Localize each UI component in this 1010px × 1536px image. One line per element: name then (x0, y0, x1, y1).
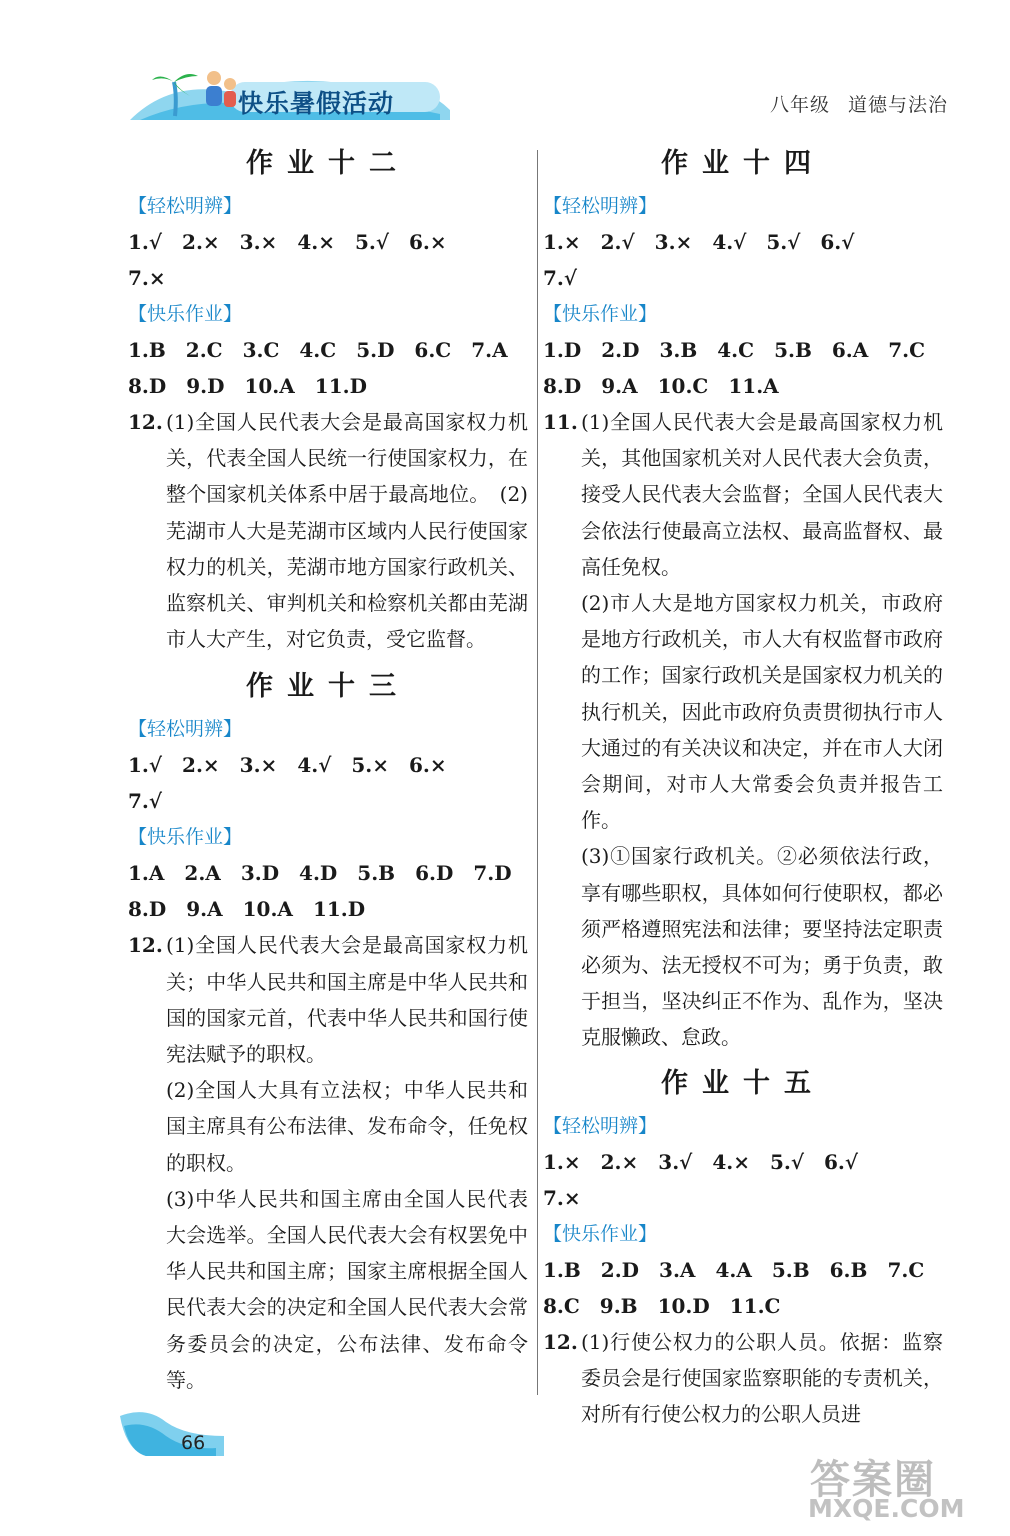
answer: 5.√ (769, 1149, 804, 1174)
answer: 3.B (659, 338, 698, 362)
answer: 9.A (601, 374, 638, 398)
answer: 3.D (240, 861, 280, 886)
answer: 7.C (887, 1257, 925, 1282)
answer: 4.× (712, 1149, 750, 1174)
grade-subject (770, 90, 948, 117)
answer: 2.× (182, 230, 220, 254)
mc-answers-row (128, 368, 528, 404)
question-number: 12. (128, 933, 163, 958)
answer: 1.× (543, 1149, 581, 1174)
section-true-false: 【轻松明辨】 (543, 1114, 658, 1137)
answer: 2.× (600, 1149, 639, 1174)
answer: 3.C (242, 338, 280, 362)
answer: 10.C (657, 374, 709, 398)
answer: 1.√ (128, 230, 163, 254)
subject-label: 道德与法治 (847, 94, 948, 116)
kids-icon (200, 68, 240, 118)
homework-12-title: 作业十二 (246, 148, 410, 179)
brand-title: 快乐暑假活动 (238, 89, 395, 118)
left-column (128, 140, 528, 1398)
answer: 3.√ (658, 1149, 693, 1174)
answer: 8.D (543, 374, 582, 398)
tf-answers-row (543, 1144, 943, 1180)
answer: 6.A (831, 338, 869, 362)
page-header (0, 0, 1010, 130)
answer: 2.× (182, 753, 220, 778)
mc-answers-row (543, 1252, 943, 1288)
tf-answers-row (543, 224, 943, 260)
answer: 7.√ (128, 789, 163, 814)
answer: 5.√ (354, 230, 389, 254)
answer: 5.B (771, 1257, 810, 1282)
section-true-false: 【轻松明辨】 (128, 718, 243, 741)
answer: 5.× (351, 753, 389, 778)
answer: 3.A (659, 1257, 696, 1282)
homework-15-title: 作业十五 (661, 1067, 825, 1099)
answer: 6.√ (823, 1149, 859, 1174)
tf-answers-row (128, 260, 528, 296)
question-12-answer (128, 404, 528, 657)
answer-paragraph: (1)全国人民代表大会是最高国家权力机关；中华人民共和国主席是中华人民共和国的国家元首，代表中华人民共和国行使宪法赋予的职权。 (166, 933, 528, 1067)
answer: 7.× (128, 266, 166, 290)
tf-answers-row (128, 747, 528, 783)
answer: 6.√ (820, 230, 855, 254)
answer: 5.B (774, 338, 812, 362)
page-corner-decoration (116, 1406, 228, 1462)
section-true-false: 【轻松明辨】 (543, 195, 658, 217)
mc-answers-row (543, 368, 943, 404)
answer-paragraph: (1)全国人民代表大会是最高国家权力机关，代表全国人民统一行使国家权力，在整个国家机关体系中居于最高地位。 (2)芜湖市人大是芜湖市区域内人民行使国家权力的机关，芜湖市地方国家行政机关、监察机关、审判机关和检察机关都由芜湖市人大产生，对它负责，受它监督。 (166, 410, 528, 652)
answer: 6.× (408, 230, 447, 254)
answer: 6.C (414, 338, 452, 362)
section-true-false: 【轻松明辨】 (128, 195, 243, 217)
answer: 5.B (357, 861, 396, 886)
mc-answers-row (543, 332, 943, 368)
tf-answers-row (543, 1180, 943, 1216)
palm-tree-icon (150, 66, 200, 118)
answer: 8.D (128, 374, 167, 398)
answer: 4.A (715, 1257, 752, 1282)
answer: 3.× (239, 753, 278, 778)
question-11-answer (543, 404, 943, 585)
answer-paragraph: (3)①国家行政机关。②必须依法行政，享有哪些职权，具体如何行使职权，都必须严格遵照宪法和法律；要坚持法定职责必须为、法无授权不可为；勇于负责，敢于担当，坚决纠正不作为、乱作为，坚决克服懒政、怠政。 (581, 844, 943, 1050)
section-happy-homework: 【快乐作业】 (128, 303, 243, 325)
watermark-url: MXQE.COM (808, 1494, 965, 1523)
answer: 11.C (729, 1293, 781, 1318)
answer: 6.× (408, 753, 447, 778)
answer: 1.B (128, 338, 166, 362)
answer: 6.B (829, 1257, 868, 1282)
answer-paragraph: (1)全国人民代表大会是最高国家权力机关，其他国家机关对人民代表大会负责，接受人民代表大会监督；全国人民代表大会依法行使最高立法权、最高监督权、最高任免权。 (581, 410, 943, 579)
tf-answers-row (128, 783, 528, 819)
answer: 1.√ (128, 753, 163, 778)
question-number: 12. (543, 1329, 578, 1354)
answer: 3.× (654, 230, 693, 254)
answer: 1.B (543, 1257, 581, 1282)
mc-answers-row (128, 855, 528, 891)
mc-answers-row (128, 332, 528, 368)
tf-answers-row (543, 260, 943, 296)
answer: 2.D (601, 338, 640, 362)
question-12-answer (128, 927, 528, 1072)
answer: 4.× (297, 230, 335, 254)
answer: 1.D (543, 338, 582, 362)
answer: 11.D (314, 374, 367, 398)
answer: 10.A (242, 897, 293, 922)
mc-answers-row (543, 1288, 943, 1324)
answer: 4.√ (712, 230, 747, 254)
homework-13-title: 作业十三 (246, 671, 410, 703)
answer: 7.× (543, 1185, 581, 1210)
answer: 4.D (299, 861, 338, 886)
answer: 3.× (239, 230, 278, 254)
answer: 4.C (717, 338, 755, 362)
answer: 8.C (543, 1293, 580, 1318)
answer: 5.√ (766, 230, 801, 254)
mc-answers-row (128, 891, 528, 927)
question-number: 12. (128, 410, 163, 434)
answer: 1.× (543, 230, 581, 254)
answer-paragraph: (3)中华人民共和国主席由全国人民代表大会选举。全国人民代表大会有权罢免中华人民共和国主席；国家主席根据全国人民代表大会的决定和全国人民代表大会常务委员会的决定，公布法律、发布命令等。 (166, 1186, 528, 1392)
answer: 2.√ (600, 230, 635, 254)
answer: 9.D (186, 374, 225, 398)
answer-paragraph: (1)行使公权力的公职人员。依据：监察委员会是行使国家监察职能的专责机关，对所有行使公权力的公职人员进 (581, 1329, 943, 1427)
question-12-answer (543, 1324, 943, 1433)
answer-paragraph: (2)市人大是地方国家权力机关，市政府是地方行政机关，市人大有权监督市政府的工作；国家行政机关是国家权力机关的执行机关，因此市政府负责贯彻执行市人大通过的有关决议和决定，并在市人大闭会期间，对市人大常委会负责并报告工作。 (581, 591, 943, 833)
answer: 2.D (600, 1257, 640, 1282)
answer: 2.C (185, 338, 223, 362)
right-column (543, 140, 943, 1432)
answer: 11.A (728, 374, 779, 398)
answer: 7.D (473, 861, 512, 886)
answer: 2.A (184, 861, 221, 886)
answer: 7.A (471, 338, 508, 362)
answer: 10.A (244, 374, 295, 398)
grade-label: 八年级 (769, 94, 830, 116)
answer: 5.D (356, 338, 395, 362)
answer: 4.C (299, 338, 337, 362)
answer-paragraph: (2)全国人大具有立法权；中华人民共和国主席具有公布法律、发布命令，任免权的职权。 (166, 1078, 528, 1175)
answer: 8.D (128, 897, 167, 922)
homework-14-title: 作业十四 (661, 148, 825, 179)
watermark-logo: 答案圈 (810, 1457, 936, 1503)
answer: 9.B (599, 1293, 638, 1318)
column-divider (537, 150, 538, 1395)
tf-answers-row (128, 224, 528, 260)
page-number: 66 (181, 1432, 206, 1454)
answer: 9.A (186, 897, 223, 922)
answer: 10.D (657, 1293, 710, 1318)
answer: 1.A (128, 861, 165, 886)
section-happy-homework: 【快乐作业】 (128, 826, 243, 849)
answer: 6.D (415, 861, 454, 886)
answer: 11.D (312, 897, 366, 922)
question-number: 11. (543, 410, 578, 434)
answer: 7.√ (543, 266, 578, 290)
answer: 4.√ (297, 753, 332, 778)
section-happy-homework: 【快乐作业】 (543, 303, 658, 325)
answer: 7.C (888, 338, 926, 362)
section-happy-homework: 【快乐作业】 (543, 1222, 658, 1245)
